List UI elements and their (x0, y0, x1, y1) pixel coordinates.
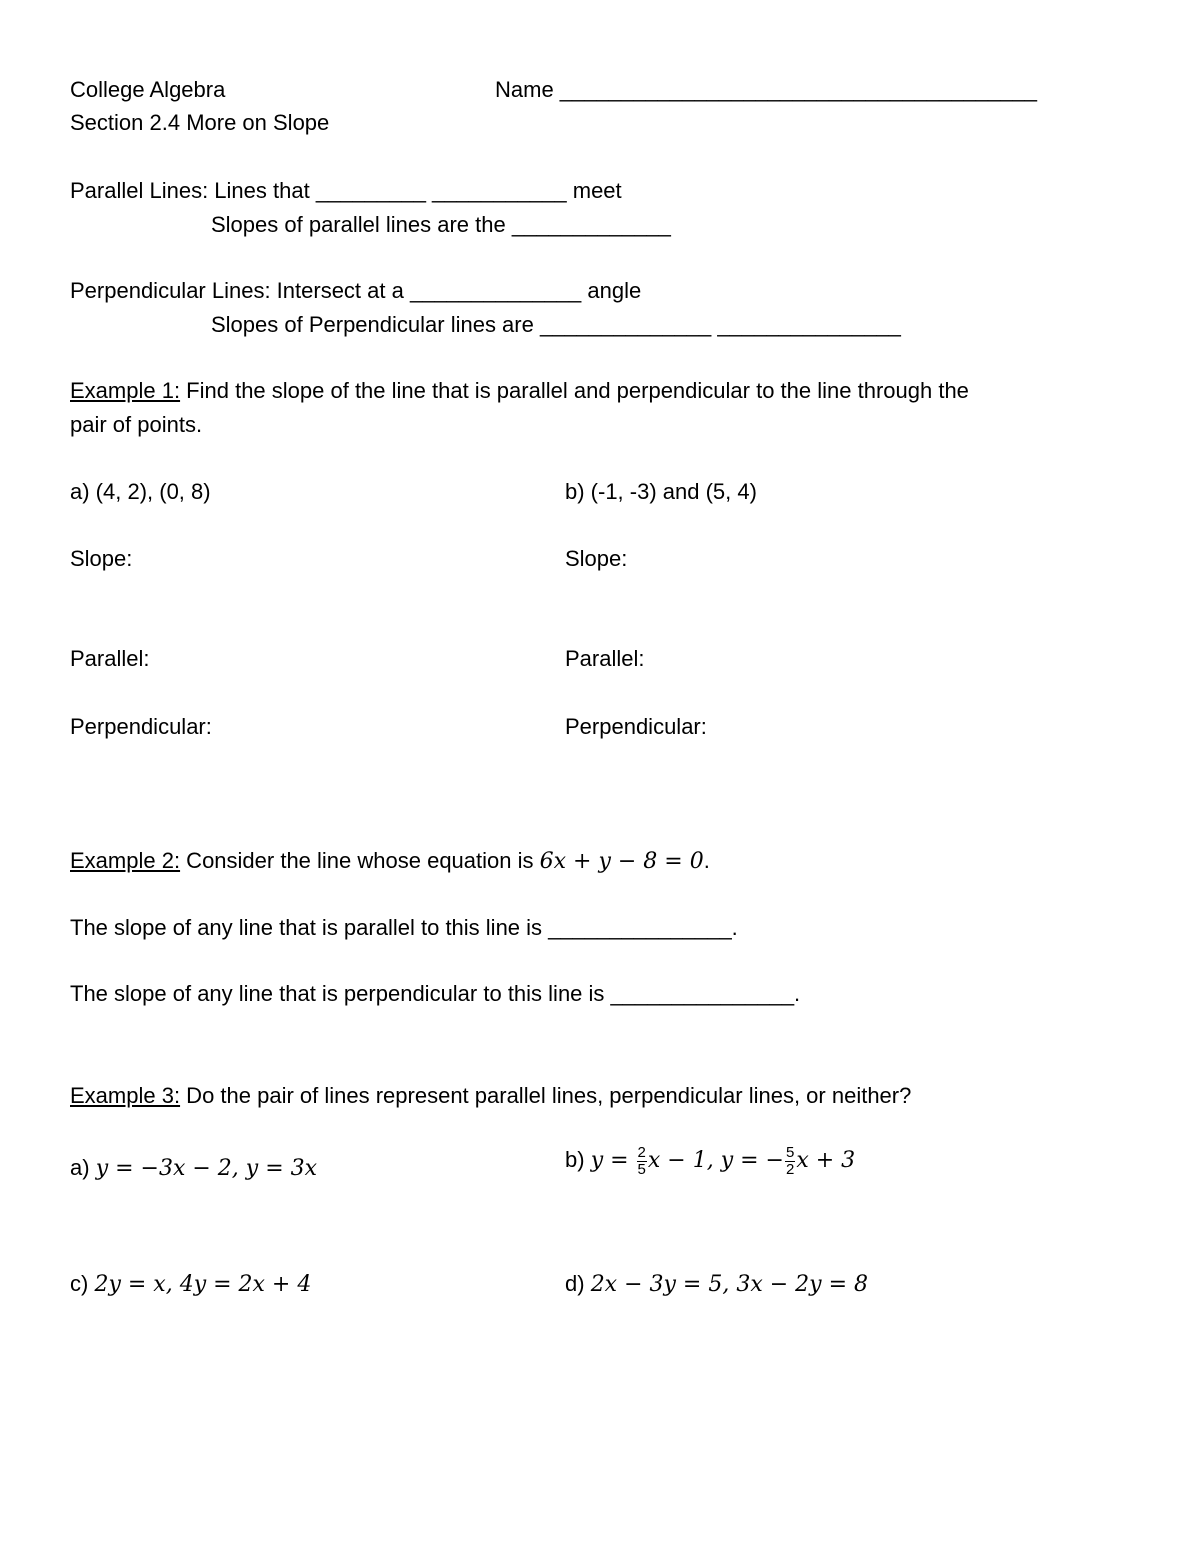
example3-a-prefix: a) (70, 1155, 96, 1180)
example2-perpendicular-question: The slope of any line that is perpendicular to this line is _______________. (70, 981, 801, 1006)
example2-prompt (70, 850, 710, 873)
example1-part-b: b) (-1, -3) and (5, 4) (565, 479, 757, 504)
example2-label: Example 2: (70, 848, 181, 873)
fraction-numerator: 2 (637, 1144, 646, 1161)
example1-prompt (70, 380, 969, 402)
example3-d-equation: 2x − 3y = 5, 3x − 2y = 8 (590, 1272, 869, 1297)
example3-part-b (565, 1145, 855, 1178)
section-title: Section 2.4 More on Slope (70, 110, 330, 135)
example3-c-prefix: c) (70, 1271, 95, 1296)
example2-parallel-question: The slope of any line that is parallel to this line is _______________. (70, 915, 738, 940)
example3-b-fraction-2 (785, 1145, 795, 1178)
example1-a-perpendicular-label: Perpendicular: (70, 714, 212, 739)
example1-b-parallel-label: Parallel: (565, 646, 645, 671)
example3-part-c (70, 1273, 311, 1296)
example1-text-continued: pair of points. (70, 412, 203, 437)
example1-a-parallel-label: Parallel: (70, 646, 150, 671)
perpendicular-slopes-definition: Slopes of Perpendicular lines are ______________ _______________ (211, 312, 901, 337)
example2-period: . (703, 848, 710, 873)
example1-label: Example 1: (70, 378, 181, 403)
example3-b-eq-start: y = (590, 1148, 636, 1174)
example3-text: Do the pair of lines represent parallel lines, perpendicular lines, or neither? (180, 1083, 912, 1108)
example1-b-slope-label: Slope: (565, 546, 628, 571)
example3-prompt (70, 1085, 911, 1107)
parallel-definition: Parallel Lines: Lines that _________ ___________ meet (70, 178, 622, 203)
example1-a-slope-label: Slope: (70, 546, 133, 571)
example1-b-perpendicular-label: Perpendicular: (565, 714, 707, 739)
example3-b-eq-end: x + 3 (796, 1148, 856, 1174)
example3-b-eq-middle: x − 1, y = − (647, 1148, 784, 1174)
fraction-numerator: 5 (785, 1144, 795, 1161)
example1-text: Find the slope of the line that is parallel and perpendicular to the line through the (180, 378, 969, 403)
example1-part-a: a) (4, 2), (0, 8) (70, 479, 211, 504)
parallel-slopes-definition: Slopes of parallel lines are the _____________ (211, 212, 671, 237)
course-title: College Algebra (70, 77, 226, 102)
example3-part-a (70, 1157, 317, 1180)
example2-equation: 6x + y − 8 = 0 (539, 849, 704, 874)
example3-label: Example 3: (70, 1083, 181, 1108)
example3-b-prefix: b) (565, 1147, 591, 1173)
example3-a-equation: y = −3x − 2, y = 3x (95, 1156, 318, 1181)
fraction-denominator: 2 (785, 1160, 795, 1178)
perpendicular-definition: Perpendicular Lines: Intersect at a ______________ angle (70, 278, 642, 303)
example3-d-prefix: d) (565, 1271, 591, 1296)
example3-b-fraction-1 (637, 1145, 647, 1178)
example3-part-d (565, 1273, 868, 1296)
fraction-denominator: 5 (637, 1160, 646, 1178)
example3-c-equation: 2y = x, 4y = 2x + 4 (94, 1272, 312, 1297)
example2-text: Consider the line whose equation is (180, 848, 540, 873)
name-field-label: Name _______________________________________ (495, 77, 1037, 102)
